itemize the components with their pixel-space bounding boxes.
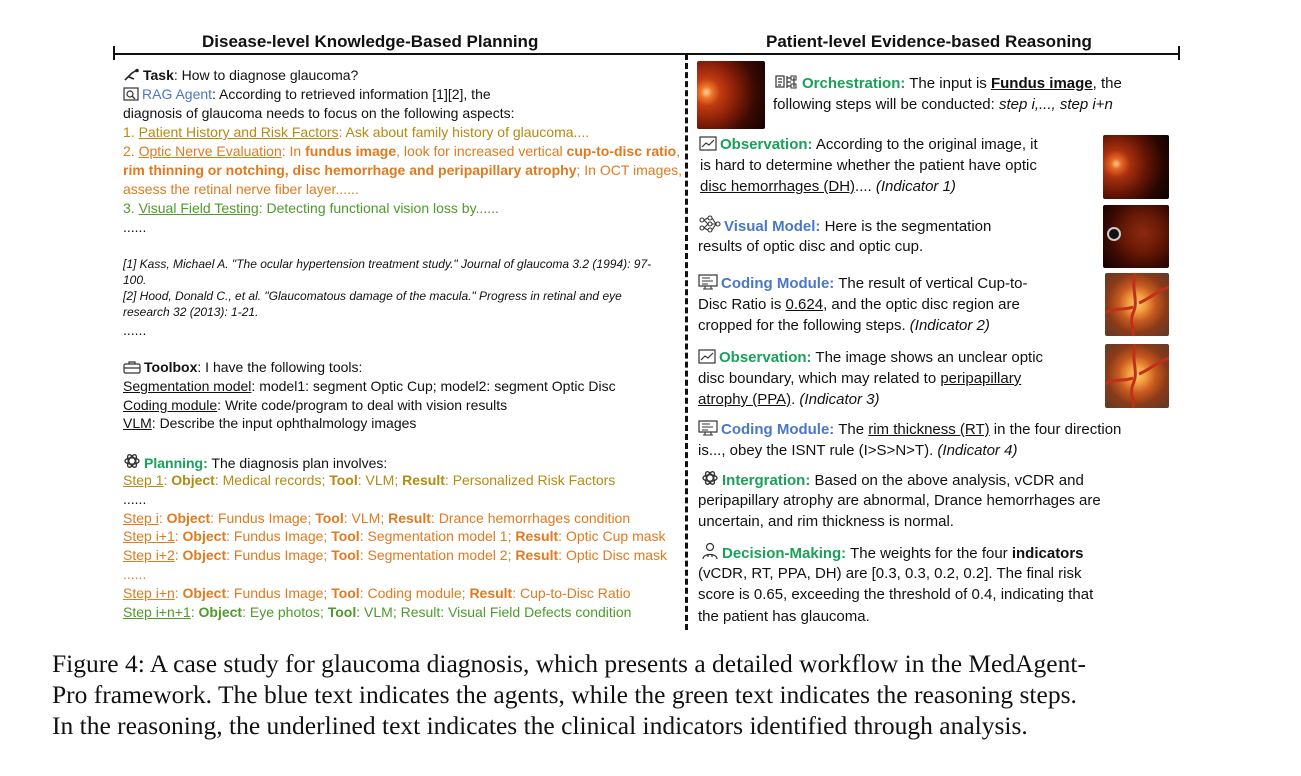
visual-model-label: Visual Model:: [724, 218, 821, 235]
tool-3-name: VLM: [123, 415, 152, 431]
code-monitor-icon: [698, 420, 718, 442]
aspect-1-text: : Ask about family history of glaucoma....: [338, 124, 590, 140]
observation-1-text-b: ....: [855, 178, 872, 195]
decision-indicators-word: indicators: [1011, 545, 1084, 562]
step-1-result: Personalized Risk Factors: [452, 472, 616, 488]
step-i-tool-key: Tool: [315, 510, 344, 526]
aspect-2-text-c: ,: [676, 143, 681, 159]
aspect-3-text: : Detecting functional vision loss by......: [258, 200, 499, 216]
indicator-3-tag: (Indicator 3): [795, 391, 880, 408]
coding-1-text-d: cropped for the following steps.: [698, 317, 906, 334]
fundus-image-boundary: [1105, 344, 1169, 408]
step-i-object: Fundus Image: [217, 510, 308, 526]
orchestration-text-c: following steps will be conducted:: [773, 96, 999, 113]
step-1: Step 1: Object: Medical records; Tool: VLM; Result: Personalized Risk Factors: [123, 472, 616, 488]
step-1-tool-key: Tool: [329, 472, 358, 488]
observation-2-line-2: [698, 368, 1021, 389]
planning-label: Planning:: [144, 455, 208, 471]
step-i-plus-2-result-key: Result: [515, 547, 559, 563]
aspect-2-text-a: : In: [281, 143, 306, 159]
step-last-object: Eye photos: [249, 604, 320, 620]
decision-text-a: The weights for the four: [846, 545, 1012, 562]
step-last-name: Step i+n+1: [123, 604, 191, 620]
step-i-plus-2-object: Fundus Image: [233, 547, 324, 563]
segmentation-mask-marker: [1107, 227, 1121, 241]
coding-2-line-2: [698, 440, 1017, 461]
step-1-tool: VLM: [365, 472, 395, 488]
steps-ellipsis-2: ......: [123, 566, 147, 582]
step-i-plus-n: Step i+n: Object: Fundus Image; Tool: Coding module; Result: Cup-to-Disc Ratio: [123, 585, 631, 601]
flowchart-icon: [775, 74, 799, 96]
step-i-plus-1-name: Step i+1: [123, 528, 175, 544]
aspect-3-number: 3.: [123, 200, 139, 216]
aspect-1-title: Patient History and Risk Factors: [138, 124, 339, 140]
orchestration-text-a: The input is: [905, 75, 991, 92]
coding-2-text-c: is..., obey the ISNT rule (I>S>N>T).: [698, 442, 934, 459]
aspect-2-title: Optic Nerve Evaluation: [138, 143, 282, 159]
integration-label: Intergration:: [722, 472, 811, 489]
step-i-object-key: Object: [166, 510, 211, 526]
step-i-plus-n-object: Fundus Image: [233, 585, 324, 601]
reference-1-line-2: 100.: [123, 273, 147, 287]
decision-line-2: (vCDR, RT, PPA, DH) are [0.3, 0.3, 0.2, 0.2]. The final risk: [698, 565, 1082, 582]
step-1-object-key: Object: [171, 472, 215, 488]
step-last-result-key: Result: [400, 604, 441, 620]
coding-1-text-c: , and the optic disc region are: [823, 296, 1020, 313]
decision-line-4: the patient has glaucoma.: [698, 608, 870, 625]
step-last-result: Visual Field Defects condition: [448, 604, 632, 620]
left-panel-title: Disease-level Knowledge-Based Planning: [202, 32, 539, 51]
rag-agent-label: RAG Agent: [142, 86, 213, 102]
aspect-2-bold-c: rim thinning or notching, disc hemorrhage and peripapillary atrophy: [123, 162, 577, 178]
tool-1-name: Segmentation model: [123, 378, 252, 394]
reference-2-line-1: [2] Hood, Donald C., et al. "Glaucomatous damage of the macula." Progress in retinal and eye: [123, 289, 622, 303]
figure-caption: [52, 648, 1086, 741]
toolbox-text: : I have the following tools:: [197, 359, 363, 375]
right-panel-title: Patient-level Evidence-based Reasoning: [766, 32, 1092, 51]
aspect-3-title: Visual Field Testing: [138, 200, 259, 216]
step-i-plus-n-result-key: Result: [469, 585, 513, 601]
reference-2-line-2: research 32 (2013): 1-21.: [123, 305, 259, 319]
observation-2-text-a: The image shows an unclear optic: [811, 349, 1044, 366]
step-i: Step i: Object: Fundus Image; Tool: VLM; Result: Drance hemorrhages condition: [123, 510, 631, 526]
tool-1: [123, 377, 616, 396]
integration-line-2: peripapillary atrophy are abnormal, Drance hemorrhages are: [698, 492, 1101, 509]
observation-1-text-a: According to the original image, it: [812, 136, 1038, 153]
coding-1-text-a: The result of vertical Cup-to-: [834, 275, 1028, 292]
step-i-result-key: Result: [388, 510, 431, 526]
indicator-rt: rim thickness (RT): [868, 421, 990, 438]
step-i-plus-n-tool: Coding module: [367, 585, 462, 601]
orchestration-line-2: [773, 94, 1113, 115]
visual-model-line-2: results of optic disc and optic cup.: [698, 238, 924, 255]
step-i-tool: VLM: [351, 510, 381, 526]
line-chart-icon: [699, 136, 717, 157]
visual-model-text: Here is the segmentation: [820, 218, 992, 235]
step-i-plus-n-tool-key: Tool: [331, 585, 360, 601]
header-rule-left-tick: [113, 46, 115, 60]
indicator-ppa-a: peripapillary: [940, 370, 1022, 387]
tool-2-text: : Write code/program to deal with vision results: [217, 397, 508, 413]
coding-module-1-label: Coding Module:: [721, 275, 835, 292]
indicator-4-tag: (Indicator 4): [933, 442, 1018, 459]
observation-2-label: Observation:: [719, 349, 812, 366]
step-i-plus-1-result: Optic Cup mask: [565, 528, 666, 544]
step-i-plus-2: Step i+2: Object: Fundus Image; Tool: Segmentation model 2; Result: Optic Disc mask: [123, 547, 668, 563]
integration-line-3: uncertain, and rim thickness is normal.: [698, 513, 954, 530]
aspect-2-bold-b: cup-to-disc ratio: [566, 143, 677, 159]
tool-1-text: : model1: segment Optic Cup; model2: segment Optic Disc: [251, 378, 616, 394]
coding-1-line-1: [698, 273, 1027, 296]
step-i-plus-2-result: Optic Disc mask: [565, 547, 668, 563]
observation-2-text-b: disc boundary, which may related to: [698, 370, 941, 387]
step-i-plus-1-object: Fundus Image: [233, 528, 324, 544]
fundus-image-original: [1103, 135, 1169, 199]
steps-ellipsis-1: ......: [123, 491, 147, 507]
aspect-3: [123, 199, 499, 218]
decision-line-3: score is 0.65, exceeding the threshold of 0.4, indicating that: [698, 586, 1094, 603]
orchestration-label: Orchestration:: [802, 75, 906, 92]
aspect-2-text-b: , look for increased vertical: [396, 143, 567, 159]
observation-2-line-3: [698, 389, 879, 410]
step-i-result: Drance hemorrhages condition: [438, 510, 631, 526]
observation-2-text-c: .: [791, 391, 796, 408]
tool-2-name: Coding module: [123, 397, 218, 413]
header-rule-right-tick: [1178, 46, 1180, 60]
step-last-tool: VLM: [364, 604, 393, 620]
indicator-1-tag: (Indicator 1): [871, 178, 956, 195]
tool-3: [123, 414, 416, 433]
orchestration-line-1: [775, 73, 1122, 96]
task-line: [123, 66, 358, 87]
indicator-2-tag: (Indicator 2): [905, 317, 990, 334]
step-i-plus-1-tool: Segmentation model 1: [367, 528, 508, 544]
step-i-name: Step i: [123, 510, 159, 526]
step-1-result-key: Result: [402, 472, 445, 488]
line-chart-icon: [698, 349, 716, 370]
step-i-plus-n-name: Step i+n: [123, 585, 175, 601]
references-ellipsis: ......: [123, 322, 147, 338]
aspect-1: [123, 123, 589, 142]
indicator-ppa-b: atrophy (PPA): [698, 391, 792, 408]
reference-1-line-1: [1] Kass, Michael A. "The ocular hypertension treatment study." Journal of glaucoma 3.2 (1994): 97-: [123, 257, 652, 271]
planning-text: The diagnosis plan involves:: [207, 455, 388, 471]
step-i-plus-2-name: Step i+2: [123, 547, 175, 563]
observation-1-line-2: is hard to determine whether the patient have optic: [700, 157, 1037, 174]
aspect-2-number: 2.: [123, 143, 139, 159]
step-i-plus-1-tool-key: Tool: [331, 528, 360, 544]
observation-1-line-1: [699, 134, 1038, 157]
step-1-name: Step 1: [123, 472, 164, 488]
aspect-2-line-3: assess the retinal nerve fiber layer......: [123, 181, 359, 197]
toolbox-label: Toolbox: [144, 359, 198, 375]
step-i-plus-n-object-key: Object: [182, 585, 227, 601]
coding-1-line-2: [698, 294, 1020, 315]
rag-line-1: [123, 85, 491, 106]
step-i-plus-n-result: Cup-to-Disc Ratio: [520, 585, 631, 601]
coding-1-text-b: Disc Ratio is: [698, 296, 786, 313]
fundus-image-input: [697, 61, 765, 129]
step-i-plus-1: Step i+1: Object: Fundus Image; Tool: Segmentation model 1; Result: Optic Cup mask: [123, 528, 666, 544]
orchestration-input: Fundus image: [990, 75, 1093, 92]
header-rule: [113, 53, 1180, 55]
task-label: Task: [143, 67, 174, 83]
step-i-plus-1-object-key: Object: [182, 528, 227, 544]
fundus-image-segmentation: [1103, 205, 1169, 268]
rag-text-1: : According to retrieved information [1][2], the: [212, 86, 491, 102]
coding-module-2-label: Coding Module:: [721, 421, 835, 438]
aspect-2-text-d: ; In OCT images,: [576, 162, 683, 178]
coding-2-text-a: The: [834, 421, 869, 438]
code-monitor-icon: [698, 274, 718, 296]
coding-2-line-1: [698, 419, 1121, 442]
observation-2-line-1: [698, 347, 1043, 370]
orchestration-text-b: , the: [1092, 75, 1122, 92]
step-i-plus-2-object-key: Object: [182, 547, 227, 563]
aspect-1-number: 1.: [123, 124, 139, 140]
toolbox-line: [123, 358, 362, 379]
step-last-object-key: Object: [198, 604, 243, 620]
observation-1-label: Observation:: [720, 136, 813, 153]
decision-making-label: Decision-Making:: [722, 545, 847, 562]
fundus-image-cropped-disc: [1105, 273, 1169, 336]
indicator-dh: disc hemorrhages (DH): [700, 178, 856, 195]
step-i-plus-1-result-key: Result: [515, 528, 559, 544]
coding-2-text-b: in the four direction: [989, 421, 1122, 438]
caption-line-1: Figure 4: A case study for glaucoma diagnosis, which presents a detailed workflow in the MedAgent-: [52, 649, 1086, 678]
observation-1-line-3: [700, 176, 956, 197]
caption-line-2: Pro framework. The blue text indicates the agents, while the green text indicates the reasoning steps.: [52, 680, 1077, 709]
rag-line-2: diagnosis of glaucoma needs to focus on the following aspects:: [123, 105, 515, 121]
tool-3-text: : Describe the input ophthalmology images: [151, 415, 417, 431]
task-text: : How to diagnose glaucoma?: [173, 67, 359, 83]
panel-divider: [685, 54, 688, 630]
tool-2: [123, 396, 507, 415]
step-i-plus-2-tool-key: Tool: [331, 547, 360, 563]
indicator-vcdr-value: 0.624: [785, 296, 824, 313]
step-last-tool-key: Tool: [327, 604, 357, 620]
step-1-object: Medical records: [222, 472, 322, 488]
aspect-2-line-1: [123, 142, 680, 161]
orchestration-steps: step i,..., step i+n: [998, 96, 1113, 113]
coding-1-line-3: [698, 315, 990, 336]
integration-text-a: Based on the above analysis, vCDR and: [810, 472, 1084, 489]
step-i-plus-n-plus-1: Step i+n+1: Object: Eye photos; Tool: VLM; Result: Visual Field Defects condition: [123, 604, 632, 620]
aspect-2-bold-a: fundus image: [305, 143, 397, 159]
aspects-ellipsis: ......: [123, 219, 147, 235]
step-i-plus-2-tool: Segmentation model 2: [367, 547, 508, 563]
aspect-2-line-2: [123, 161, 682, 180]
caption-line-3: In the reasoning, the underlined text indicates the clinical indicators identified through analysis.: [52, 711, 1028, 740]
